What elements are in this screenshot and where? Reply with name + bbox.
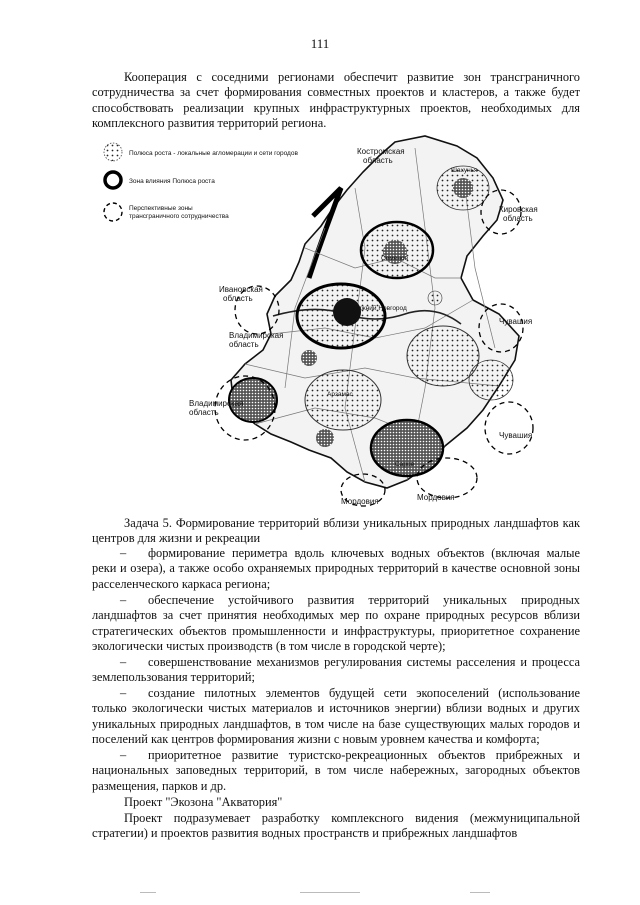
label-kostroma-1: Костромская [357,147,405,156]
legend-label-growth-poles: Полюса роста - локальные агломерации и сети городов [129,150,298,157]
region-map [95,128,545,510]
label-semenov: Семенов [381,255,409,262]
bullet-text: обеспечение устойчивого развития территорий уникальных природных ландшафтов за счет принятия необходимых мер по охране природных ресурсов вблизи стратегических объектов промышленности и инфраструктуры, приоритетное сохранение экологически чистых производств (в том числе в городской черте); [92,593,580,654]
label-kirov-1: Кировская [499,205,538,214]
map-figure [95,128,545,510]
bullet-item [92,686,580,748]
label-vladimir-north-1: Владимирская [229,331,284,340]
task-heading: Задача 5. Формирование территорий вблизи уникальных природных ландшафтов как центров для жизни и рекреации [92,516,580,546]
bullet-text: приоритетное развитие туристско-рекреационных объектов прибрежных и национальных заповедных территорий, в том числе набережных, загородных объектов размещения, парков и др. [92,748,580,793]
label-mordovia-left: Мордовия [341,497,379,506]
label-chuvashia-south: Чувашия [499,431,533,440]
bullet-dash: – [120,748,127,762]
label-arzamas: Арзамас [327,391,353,398]
intro-paragraph: Кооперация с соседними регионами обеспечит развитие зон трансграничного сотрудничества за счет формирования совместных проектов и кластеров, а также будет способствовать реализации крупных инфраструктурных проектов, необходимых для комплексного развития территорий региона. [92,70,580,131]
label-sarov: Саров [395,461,415,468]
label-ivanovo-1: Ивановская [219,285,263,294]
bullet-dash: – [120,546,127,560]
page-number: 111 [310,36,330,51]
bullet-text: формирование периметра вдоль ключевых водных объектов (включая малые реки и озера), а также особо охраняемых природных территорий в качестве основной зоны расселенческого каркаса региона; [92,546,580,591]
footer-mark [470,892,490,893]
bullet-dash: – [120,686,127,700]
map-legend [104,143,298,221]
label-vladimir-north-2: область [229,340,259,349]
bullet-item [92,593,580,655]
label-kostroma-2: область [363,156,393,165]
bold-ring-icon [105,172,121,188]
label-vladimir-south-2: область [189,408,219,417]
label-chuvashia-north: Чувашия [499,317,533,326]
dotted-circle-icon [104,143,122,161]
bullet-item [92,655,580,686]
bullet-item [92,748,580,794]
legend-label-crossborder-1: Перспективные зоны [129,205,193,212]
bullet-dash: – [120,655,127,669]
legend-label-crossborder-2: трансграничного сотрудничества [129,213,229,220]
bullet-text: создание пилотных элементов будущей сети экопоселений (использование только экологически чистых материалов и источников энергии) вблизи водных и других уникальных природных ландшафтов, в том числе на базе существующих малых городов и поселений как центров формирования жизни с новым уровнем качества и комфорта; [92,686,580,747]
bullet-dash: – [120,593,127,607]
label-shakhunya: Шахунья [451,167,478,174]
label-nizhny-novgorod: Нижний Новгород [353,305,407,312]
dashed-circle-icon [104,203,122,221]
bullet-item [92,546,580,592]
label-ivanovo-2: область [223,294,253,303]
project-paragraph: Проект подразумевает разработку комплексного видения (межмуниципальной стратегии) и проектов развития водных пространств и прибрежных ландшафтов [92,811,580,841]
project-title: Проект "Экозона "Акватория" [124,795,283,809]
legend-label-influence-zone: Зона влияния Полюса роста [129,178,215,185]
footer-mark [300,892,360,893]
footer-mark [140,892,156,893]
bullet-text: совершенствование механизмов регулирования системы расселения и процесса землепользования территорий; [92,655,580,685]
label-kirov-2: область [503,214,533,223]
label-vladimir-south-1: Владимирская [189,399,244,408]
label-mordovia-right: Мордовия [417,493,455,502]
